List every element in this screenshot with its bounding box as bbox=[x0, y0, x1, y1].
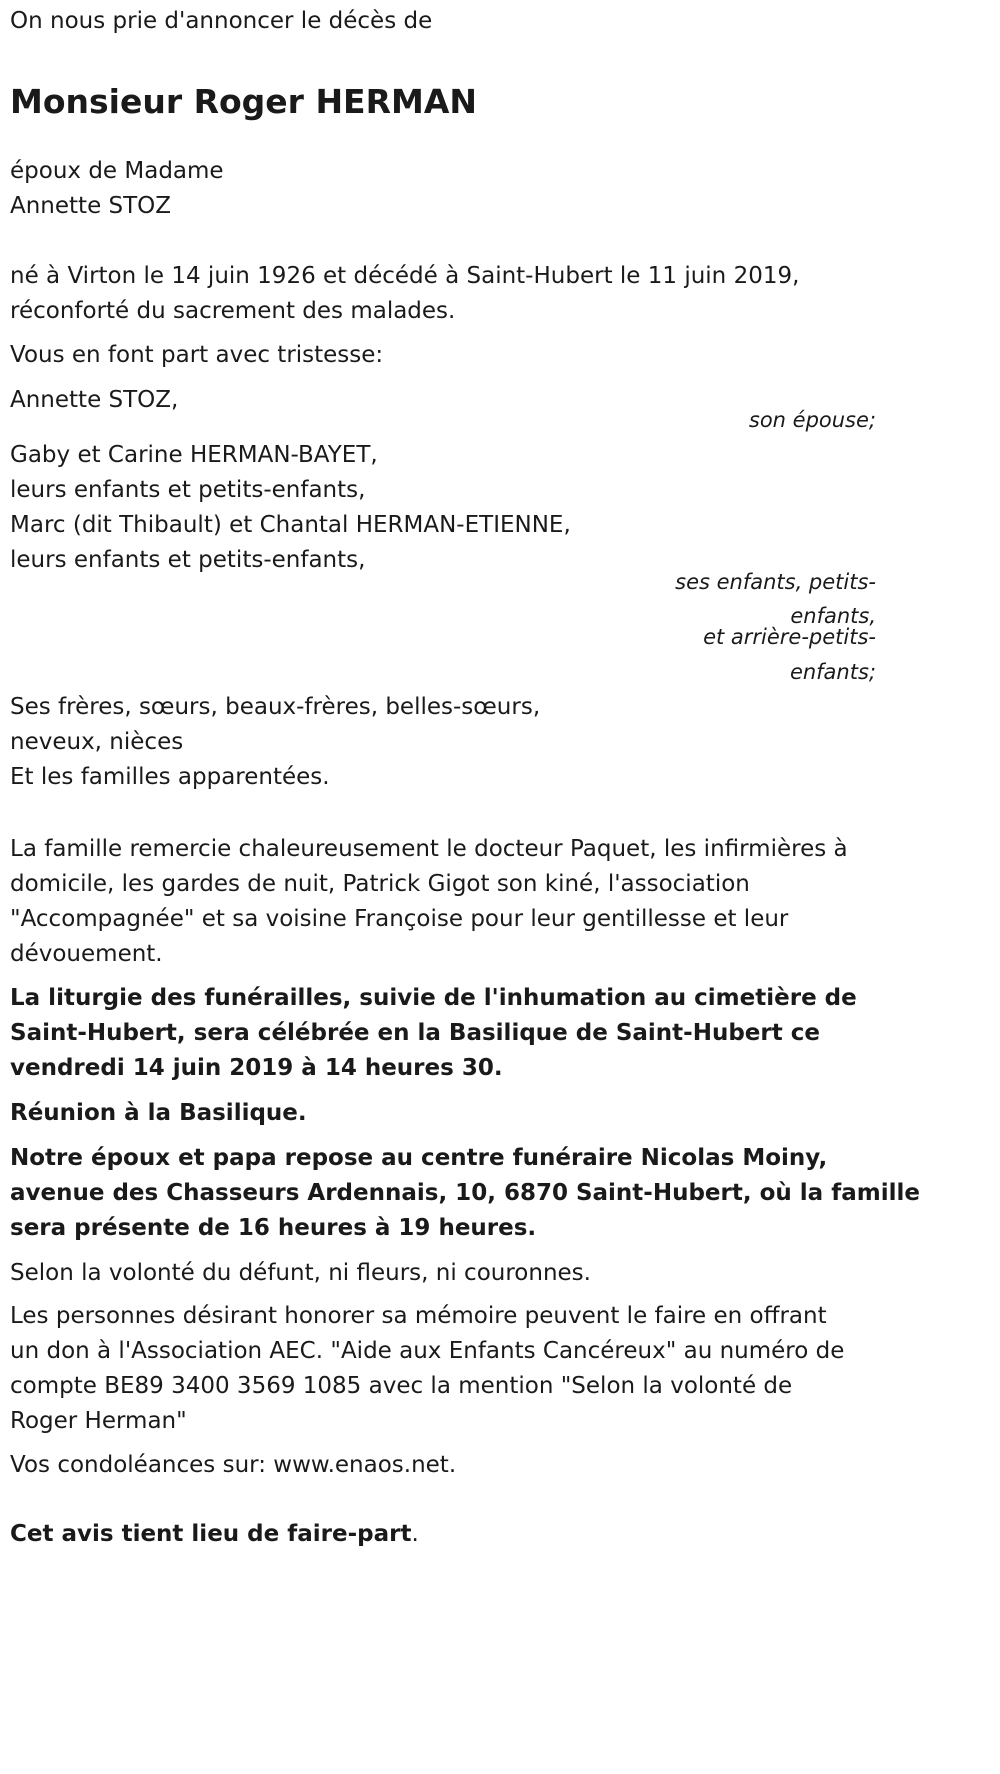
spouse-line-1: époux de Madame bbox=[10, 158, 224, 184]
thanks-line: domicile, les gardes de nuit, Patrick Gigot son kiné, l'association bbox=[10, 871, 750, 897]
funeral-line: vendredi 14 juin 2019 à 14 heures 30. bbox=[10, 1055, 503, 1081]
funeral-line: Saint-Hubert, sera célébrée en la Basilique de Saint-Hubert ce bbox=[10, 1020, 820, 1046]
closing-text bbox=[10, 1517, 419, 1552]
donation-line: un don à l'Association AEC. "Aide aux Enfants Cancéreux" au numéro de bbox=[10, 1338, 845, 1364]
others-line: Ses frères, sœurs, beaux-frères, belles-sœurs, bbox=[10, 694, 541, 720]
children-line: leurs enfants et petits-enfants, bbox=[10, 547, 366, 573]
children-line: Marc (dit Thibault) et Chantal HERMAN-ETIENNE, bbox=[10, 512, 571, 538]
closing-bold: Cet avis tient lieu de faire-part bbox=[10, 1521, 412, 1547]
rest-line: avenue des Chasseurs Ardennais, 10, 6870 Saint-Hubert, où la famille bbox=[10, 1180, 920, 1206]
flowers-text: Selon la volonté du défunt, ni fleurs, ni couronnes. bbox=[10, 1260, 591, 1286]
donation-line: compte BE89 3400 3569 1085 avec la mention "Selon la volonté de bbox=[10, 1373, 793, 1399]
condolences-text: Vos condoléances sur: www.enaos.net. bbox=[10, 1452, 457, 1478]
others-line: Et les familles apparentées. bbox=[10, 764, 330, 790]
announce-text: Vous en font part avec tristesse: bbox=[10, 342, 384, 368]
children-line: Gaby et Carine HERMAN-BAYET, bbox=[10, 442, 378, 468]
thanks-line: dévouement. bbox=[10, 941, 163, 967]
rest-line: sera présente de 16 heures à 19 heures. bbox=[10, 1215, 537, 1241]
spouse-line-2: Annette STOZ bbox=[10, 193, 172, 219]
birth-line-2: réconforté du sacrement des malades. bbox=[10, 298, 456, 324]
children-role-line: et arrière-petits- bbox=[703, 625, 876, 649]
deceased-name: Monsieur Roger HERMAN bbox=[10, 82, 478, 121]
others-line: neveux, nièces bbox=[10, 729, 184, 755]
children-role-line: enfants; bbox=[789, 660, 876, 684]
closing-end: . bbox=[411, 1521, 419, 1547]
wife-name: Annette STOZ, bbox=[10, 387, 179, 413]
donation-line: Roger Herman" bbox=[10, 1408, 187, 1434]
funeral-line: La liturgie des funérailles, suivie de l'inhumation au cimetière de bbox=[10, 985, 857, 1011]
birth-line-1: né à Virton le 14 juin 1926 et décédé à Saint-Hubert le 11 juin 2019, bbox=[10, 263, 800, 289]
thanks-line: La famille remercie chaleureusement le docteur Paquet, les infirmières à bbox=[10, 836, 848, 862]
intro-text: On nous prie d'annoncer le décès de bbox=[10, 8, 433, 34]
donation-line: Les personnes désirant honorer sa mémoire peuvent le faire en offrant bbox=[10, 1303, 827, 1329]
thanks-line: "Accompagnée" et sa voisine Françoise pour leur gentillesse et leur bbox=[10, 906, 789, 932]
wife-role: son épouse; bbox=[748, 408, 876, 432]
meeting-text: Réunion à la Basilique. bbox=[10, 1100, 307, 1126]
children-role-line: enfants, bbox=[790, 604, 876, 628]
children-role-line: ses enfants, petits- bbox=[675, 570, 876, 594]
rest-line: Notre époux et papa repose au centre funéraire Nicolas Moiny, bbox=[10, 1145, 828, 1171]
children-line: leurs enfants et petits-enfants, bbox=[10, 477, 366, 503]
